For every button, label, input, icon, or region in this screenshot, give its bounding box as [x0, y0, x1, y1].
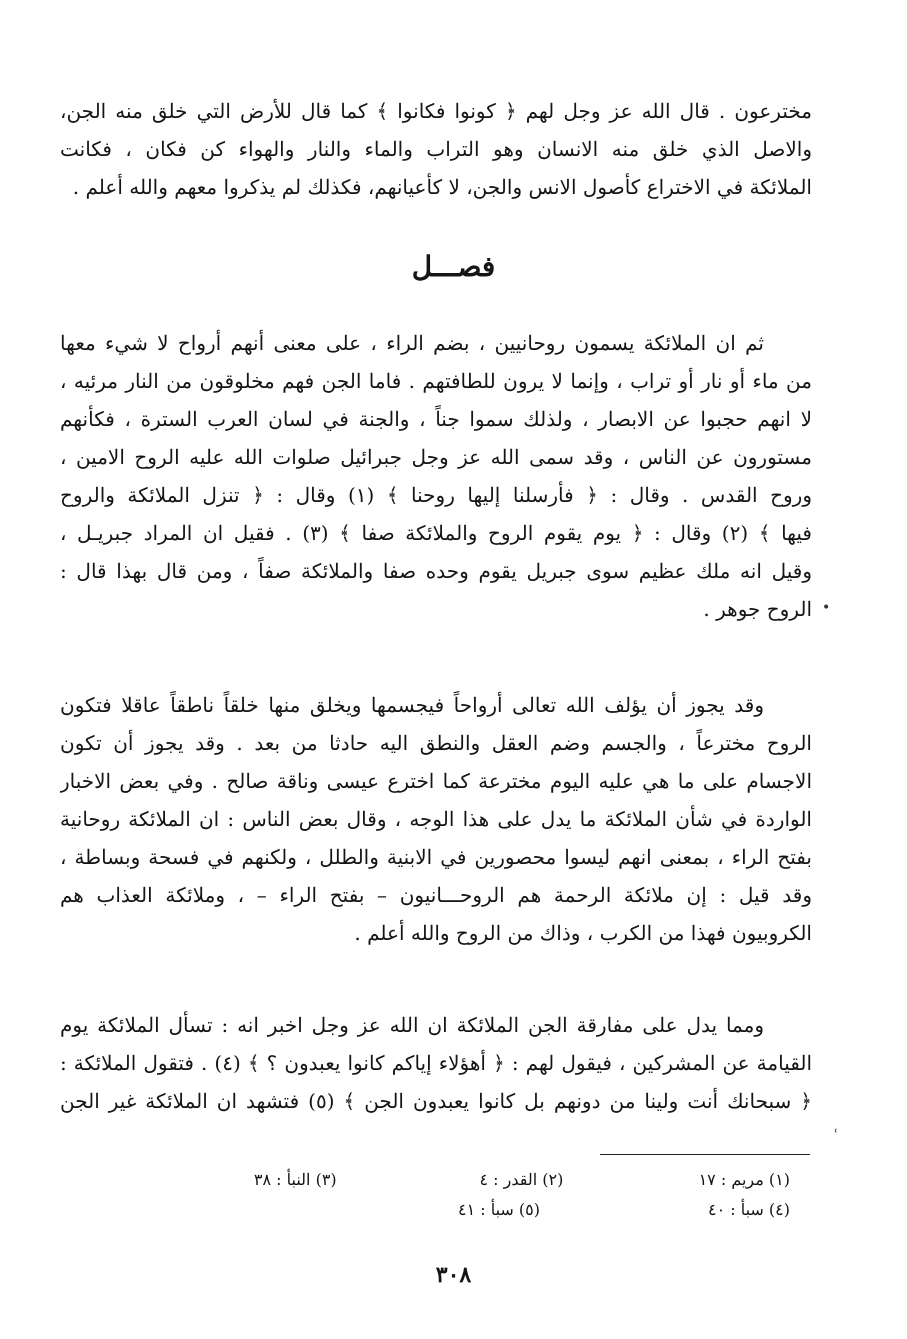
footnote-row [150, 1165, 790, 1195]
footnote-1: (١) مريم : ١٧ [698, 1170, 790, 1189]
text-line: الملائكة في الاختراع كأصول الانس والجن، لا كأعيانهم، فكذلك لم يذكروا معهم والله أعلم . [72, 175, 812, 199]
text-line: ومما يدل على مفارقة الجن الملائكة ان الله عز وجل اخبر انه : تسأل الملائكة يوم [60, 1013, 764, 1037]
paragraph-2 [60, 324, 812, 628]
text-line: وقد قيل : إن ملائكة الرحمة هم الروحـــانيون – بفتح الراء – ، وملائكة العذاب هم [60, 883, 812, 907]
footnote-4: (٤) سبأ : ٤٠ [707, 1200, 790, 1219]
text-line: الواردة في شأن الملائكة ما يدل على هذا الوجه ، وقال بعض الناس : ان الملائكة روحانية [60, 807, 812, 831]
footnote-divider [600, 1154, 810, 1155]
text-line: الاجسام على ما هي عليه اليوم مخترعة كما اخترع عيسى وناقة صالح . وفي بعض الاخبار [60, 769, 812, 793]
text-line: بفتح الراء ، بمعنى انهم ليسوا محصورين في الابنية والطلل ، ولكنهم في فسحة وبساطة ، [60, 845, 812, 869]
text-line: مخترعون . قال الله عز وجل لهم ﴿ كونوا فكانوا ﴾ كما قال للأرض التي خلق منه الجن، [60, 99, 812, 123]
page-number: ٣٠٨ [435, 1262, 472, 1288]
footnote-row [150, 1195, 790, 1225]
paragraph-4 [60, 1006, 812, 1120]
footnote-3: (٣) النبأ : ٣٨ [253, 1170, 337, 1189]
paragraph-1 [60, 92, 812, 206]
text-line: مستورون عن الناس ، وقد سمى الله عز وجل جبرائيل صلوات الله عليه الروح الامين ، [60, 445, 812, 469]
text-line: القيامة عن المشركين ، فيقول لهم : ﴿ أهؤلاء إياكم كانوا يعبدون ؟ ﴾ (٤) . فتقول الملائكة : [60, 1051, 812, 1075]
text-line: لا انهم حجبوا عن الابصار ، ولذلك سموا جناً ، والجنة في لسان العرب السترة ، فكأنهم [60, 407, 812, 431]
text-line: ثم ان الملائكة يسمون روحانيين ، بضم الراء ، على معنى أنهم أرواح لا شيء معها [60, 331, 764, 355]
text-line: فيها ﴾ (٢) وقال : ﴿ يوم يقوم الروح والملائكة صفا ﴾ (٣) . فقيل ان المراد جبريـل ، [60, 521, 812, 545]
text-line: وقد يجوز أن يؤلف الله تعالى أرواحاً فيجسمها ويخلق منها خلقاً ناطقاً عاقلا فتكون [60, 693, 764, 717]
footnote-2: (٢) القدر : ٤ [479, 1170, 564, 1189]
text-line: الكروبيون فهذا من الكرب ، وذاك من الروح والله أعلم . [354, 921, 812, 945]
footnote-5: (٥) سبأ : ٤١ [457, 1200, 540, 1219]
margin-dot-mark: • [822, 600, 831, 616]
footnotes [150, 1165, 790, 1225]
paragraph-3 [60, 686, 812, 952]
text-line: ﴿ سبحانك أنت ولينا من دونهم بل كانوا يعبدون الجن ﴾ (٥) فتشهد ان الملائكة غير الجن [60, 1089, 812, 1113]
text-line: والاصل الذي خلق منه الانسان وهو التراب والماء والنار والهواء كن فكان ، فكانت [60, 137, 812, 161]
text-line: وروح القدس . وقال : ﴿ فأرسلنا إليها روحنا ﴾ (١) وقال : ﴿ تنزل الملائكة والروح [60, 483, 812, 507]
text-line: الروح مخترعاً ، والجسم وضم العقل والنطق اليه حادثا من بعد . وقد يجوز أن تكون [60, 731, 812, 755]
margin-tick-mark: ˓ [834, 1124, 839, 1140]
text-line: من ماء أو نار أو تراب ، وإنما لا يرون للطافتهم . فاما الجن فهم مخلوقون من النار مرئيه ، [60, 369, 812, 393]
text-line: الروح جوهر . [703, 597, 812, 621]
text-line: وقيل انه ملك عظيم سوى جبريل يقوم وحده صفا والملائكة صفاً ، ومن قال بهذا قال : [60, 559, 812, 583]
section-heading: فصـــل [411, 250, 496, 283]
